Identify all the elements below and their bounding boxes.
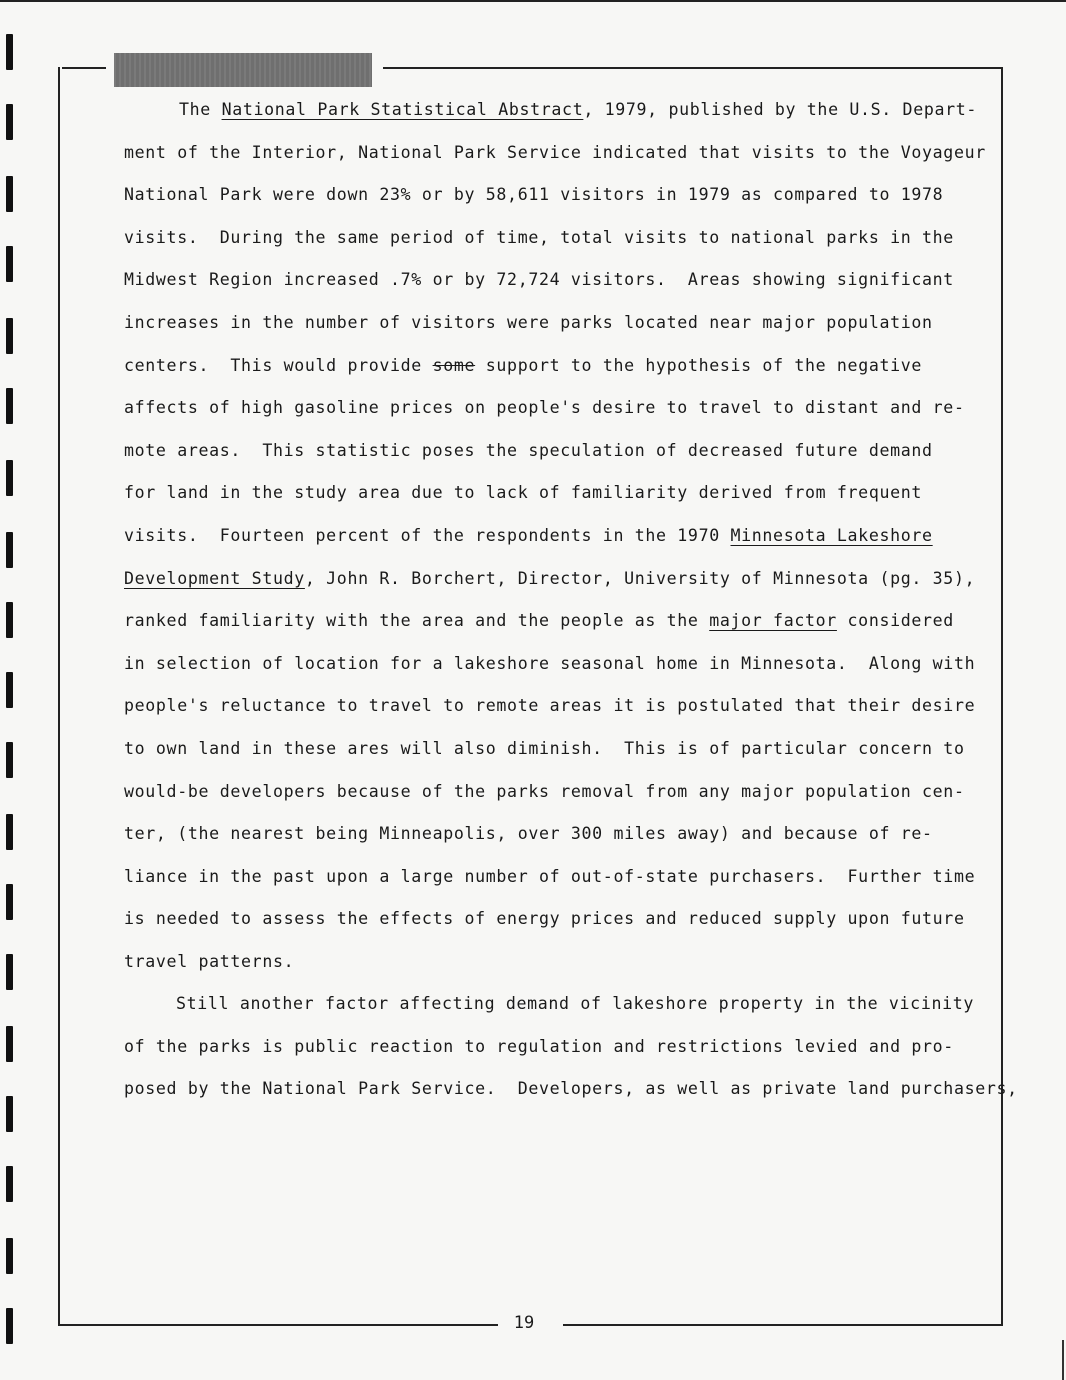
text-segment: ter, (the nearest being Minneapolis, over 300 miles away) and because of re- [124,824,933,844]
text-line [124,226,954,250]
text-segment: mote areas. This statistic poses the speculation of decreased future demand [124,440,933,460]
frame-border-bottom-right [563,1324,1003,1326]
text-line [124,396,965,420]
struck-text: some [432,355,476,375]
binder-hole-mark [6,1096,13,1132]
page-right-edge [1062,1340,1064,1380]
text-segment: visits. Fourteen percent of the respondents in the 1970 [124,526,731,545]
text-line [124,268,954,292]
text-segment: to own land in these ares will also diminish. This is of particular concern to [124,739,965,758]
text-segment: affects of high gasoline prices on people's desire to travel to distant and re- [124,398,965,418]
text-segment: considered [836,611,954,631]
text-segment: visits. During the same period of time, total visits to national parks in the [124,227,954,247]
text-line [124,481,922,505]
binder-hole-mark [6,104,13,140]
text-segment: The [179,100,222,119]
text-line [179,98,977,122]
underlined-text: National Park Statistical Abstract [221,100,584,119]
text-line [124,737,965,761]
text-segment: for land in the study area due to lack of familiarity derived from frequent [124,483,923,503]
text-segment: is needed to assess the effects of energy prices and reduced supply upon future [124,909,965,929]
text-line [124,439,933,463]
binder-hole-mark [6,1166,13,1202]
text-segment: posed by the National Park Service. Developers, as well as private land purchasers, [124,1079,1018,1099]
frame-border-bottom-left [58,1324,498,1326]
text-line [124,354,922,378]
text-line [124,822,933,846]
text-line [124,609,954,633]
underlined-text: Minnesota Lakeshore [730,526,933,545]
binder-hole-mark [6,742,13,778]
binder-hole-mark [6,34,13,70]
binder-hole-mark [6,460,13,496]
text-segment: support to the hypothesis of the negative [475,355,923,375]
binder-hole-mark [6,176,13,212]
frame-border-top-right [383,67,1003,69]
binder-hole-mark [6,532,13,568]
binder-hole-mark [6,602,13,638]
binder-hole-mark [6,884,13,920]
text-line [124,907,965,931]
text-segment: in selection of location for a lakeshore seasonal home in Minnesota. Along with [124,653,976,673]
text-line [124,694,975,718]
text-line [124,950,294,974]
binder-hole-mark [6,1308,13,1344]
binder-hole-mark [6,388,13,424]
binder-hole-mark [6,1026,13,1062]
text-line [124,311,933,335]
text-segment: would-be developers because of the parks removal from any major population cen- [124,781,965,801]
page-top-edge [0,0,1066,2]
frame-border-right [1001,67,1003,1325]
text-segment: of the parks is public reaction to regulation and restrictions levied and pro- [124,1036,954,1056]
binder-hole-mark [6,672,13,708]
binder-hole-mark [6,1238,13,1274]
binder-hole-mark [6,814,13,850]
redacted-stamp [114,53,372,87]
text-segment: ment of the Interior, National Park Service indicated that visits to the Voyageur [124,142,986,162]
text-segment: travel patterns. [124,952,295,971]
page-number: 19 [513,1313,535,1333]
text-line [124,1077,1018,1101]
text-segment: liance in the past upon a large number of out-of-state purchasers. Further time [124,866,976,886]
text-line [176,992,974,1016]
text-line [124,183,943,207]
text-segment: , John R. Borchert, Director, University of Minnesota (pg. 35), [304,568,976,588]
binder-hole-mark [6,246,13,282]
text-line [124,652,975,676]
underlined-text: major factor [709,611,837,631]
frame-border-left [58,67,60,1325]
text-segment: National Park were down 23% or by 58,611 visitors in 1979 as compared to 1978 [124,185,944,205]
text-segment: people's reluctance to travel to remote areas it is postulated that their desire [124,696,976,716]
text-line [124,865,975,889]
text-segment: , 1979, published by the U.S. Depart- [583,100,978,119]
text-line [124,567,975,591]
text-line [124,1035,954,1059]
text-segment: centers. This would provide [124,355,433,375]
text-line [124,524,933,548]
text-line [124,780,965,804]
text-segment: Still another factor affecting demand of lakeshore property in the vicinity [176,994,975,1013]
binder-hole-mark [6,318,13,354]
text-line [124,141,986,165]
underlined-text: Development Study [124,568,305,588]
text-segment: Midwest Region increased .7% or by 72,724 visitors. Areas showing significant [124,270,954,290]
frame-border-top-left [62,67,106,69]
binder-hole-mark [6,954,13,990]
text-segment: increases in the number of visitors were parks located near major population [124,313,933,332]
text-segment: ranked familiarity with the area and the people as the [124,611,710,631]
